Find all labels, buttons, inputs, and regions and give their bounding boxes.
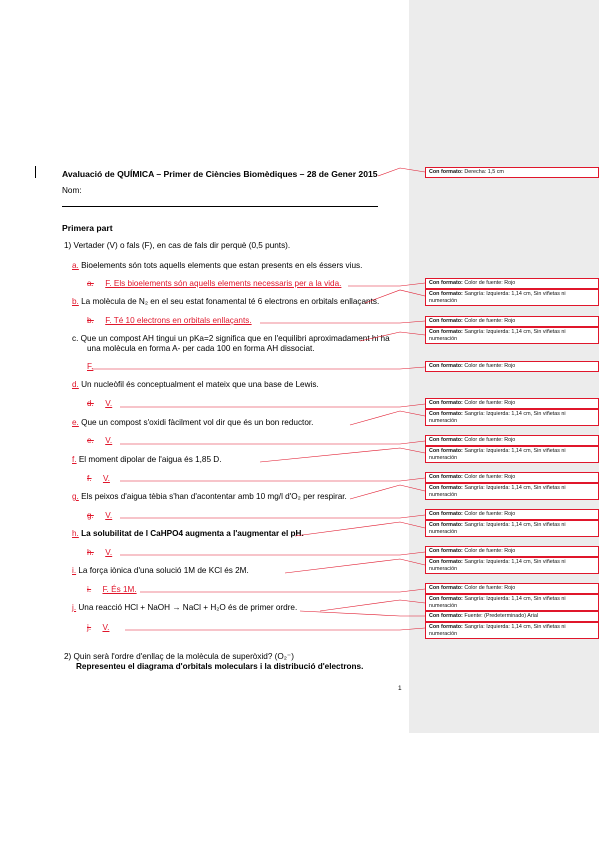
format-comment: Con formato: Sangría: Izquierda: 1,14 cm, Sin viñetas ni numeración [425,446,599,463]
item-e-num: e. [72,418,79,427]
format-comment: Con formato: Color de fuente: Rojo [425,398,599,409]
item-c-answer: F. [87,362,94,371]
format-comment: Con formato: Sangría: Izquierda: 1,14 cm, Sin viñetas ni numeración [425,520,599,537]
item-j-answer: V. [102,623,110,632]
item-i-sub: i. [87,585,92,594]
item-h-sub: h. [87,548,94,557]
item-f-num: f. [72,455,77,464]
item-e-sub: e. [87,436,94,445]
item-b-text: La molècula de N₂ en el seu estat fonamental té 6 electrons en orbitals enllaçants. [81,297,380,306]
item-j-sub: j. [87,623,92,632]
format-comment: Con formato: Sangría: Izquierda: 1,14 cm, Sin viñetas ni numeración [425,289,599,306]
document-title: Avaluació de QUÍMICA – Primer de Ciències Biomèdiques – 28 de Gener 2015 [62,169,378,179]
item-a-answer: F. Els bioelements són aquells elements necessaris per a la vida. [105,279,342,288]
item-c-line2: una molècula en forma A- per cada 100 en forma AH dissociat. [87,344,315,353]
item-f-answer: V. [102,474,110,483]
question-1: 1) Vertader (V) o fals (F), en cas de fals dir perquè (0,5 punts). [64,241,291,250]
format-comment: Con formato: Color de fuente: Rojo [425,316,599,327]
format-comment: Con formato: Sangría: Izquierda: 1,14 cm, Sin viñetas ni numeración [425,327,599,344]
item-a-num: a. [72,261,79,270]
item-b-answer: F. Té 10 electrons en orbitals enllaçants. [105,316,252,325]
item-d-text: Un nucleòfil és conceptualment el mateix que una base de Lewis. [81,380,319,389]
format-comment: Con formato: Color de fuente: Rojo [425,583,599,594]
format-comment: Con formato: Sangría: Izquierda: 1,14 cm, Sin viñetas ni numeración [425,594,599,611]
name-label: Nom: [62,186,82,195]
format-comment: Con formato: Color de fuente: Rojo [425,361,599,372]
item-j-text: Una reacció HCl + NaOH → NaCl + H₂O és de primer ordre. [78,603,298,612]
item-j-num: j. [72,603,77,612]
item-h-answer: V. [105,548,113,557]
item-b-num: b. [72,297,79,306]
item-i-text: La força iònica d'una solució 1M de KCl és 2M. [78,566,249,575]
format-comment: Con formato: Color de fuente: Rojo [425,472,599,483]
item-f-sub: f. [87,474,92,483]
format-comment: Con formato: Derecha: 1,5 cm [425,167,599,178]
item-d-answer: V. [105,399,113,408]
item-i-num: i. [72,566,77,575]
page-number: 1 [398,685,402,692]
item-a-text: Bioelements són tots aquells elements que estan presents en els éssers vius. [81,261,363,270]
item-b-sub: b. [87,316,94,325]
question-2-line1: 2) Quin serà l'ordre d'enllaç de la molècula de superòxid? (O₂⁻) [64,652,294,661]
change-bar [35,166,36,178]
item-d-num: d. [72,380,79,389]
format-comment: Con formato: Sangría: Izquierda: 1,14 cm, Sin viñetas ni numeración [425,557,599,574]
format-comment: Con formato: Sangría: Izquierda: 1,14 cm, Sin viñetas ni numeración [425,622,599,639]
item-e-text: Que un compost s'oxidi fàcilment vol dir que és un bon reductor. [81,418,314,427]
format-comment: Con formato: Sangría: Izquierda: 1,14 cm, Sin viñetas ni numeración [425,409,599,426]
name-line [62,206,378,207]
item-e-answer: V. [105,436,113,445]
section-heading: Primera part [62,223,113,233]
format-comment: Con formato: Fuente: (Predeterminado) Arial [425,611,599,622]
format-comment: Con formato: Color de fuente: Rojo [425,435,599,446]
item-g-answer: V. [105,511,113,520]
item-c-line1: c. Que un compost AH tingui un pKa=2 significa que en l'equilibri aproximadament hi ha [72,334,390,343]
item-a-sub: a. [87,279,94,288]
item-i-answer: F. És 1M. [102,585,137,594]
format-comment: Con formato: Color de fuente: Rojo [425,546,599,557]
item-h-num: h. [72,529,79,538]
question-2-line2: Representeu el diagrama d'orbitals moleculars i la distribució d'electrons. [76,662,364,671]
item-g-sub: g. [87,511,94,520]
item-f-text: El moment dipolar de l'aigua és 1,85 D. [78,455,222,464]
item-g-num: g. [72,492,79,501]
item-g-text: Els peixos d'aigua tèbia s'han d'acontentar amb 10 mg/l d'O₂ per respirar. [81,492,347,501]
format-comment: Con formato: Color de fuente: Rojo [425,278,599,289]
item-h-text: La solubilitat de l CaHPO4 augmenta a l'augmentar el pH. [81,529,304,538]
format-comment: Con formato: Color de fuente: Rojo [425,509,599,520]
format-comment: Con formato: Sangría: Izquierda: 1,14 cm, Sin viñetas ni numeración [425,483,599,500]
item-d-sub: d. [87,399,94,408]
